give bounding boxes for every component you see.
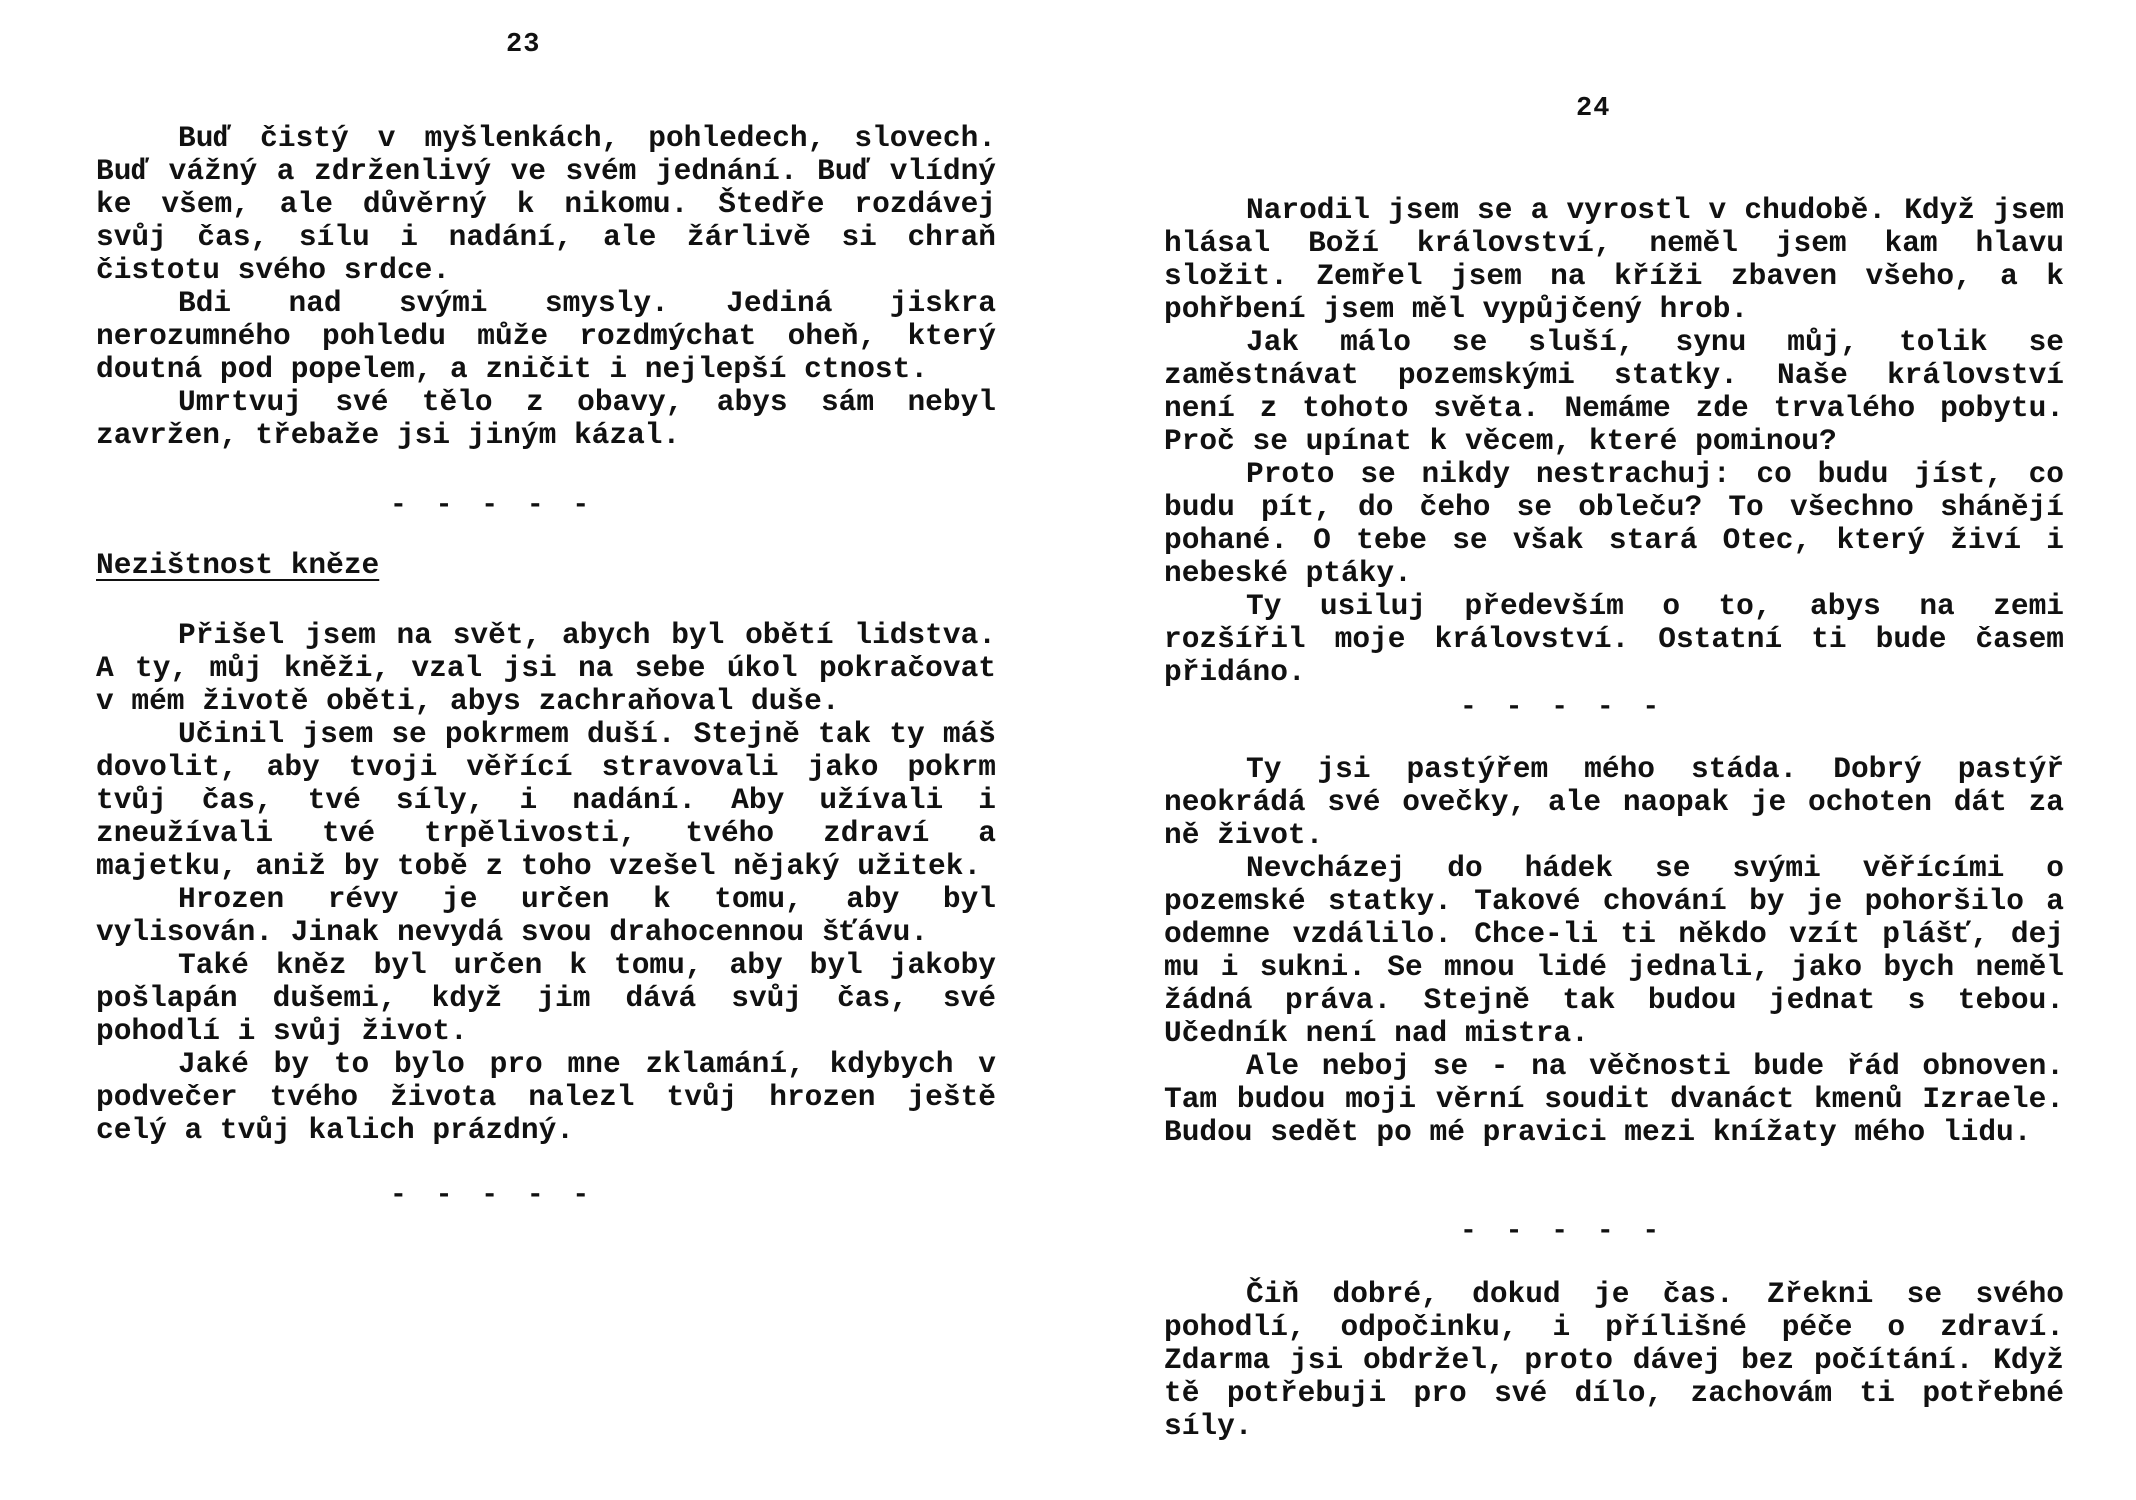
paragraph: Také kněz byl určen k tomu, aby byl jakoby pošlapán dušemi, když jim dává svůj čas, své pohodlí i svůj život. xyxy=(96,948,996,1048)
right-text-block-3 xyxy=(1164,1278,2064,1443)
paragraph: Bdi nad svými smysly. Jediná jiskra nerozumného pohledu může rozdmýchat oheň, který doutná pod popelem, a zničit i nejlepší ctnost. xyxy=(96,286,996,386)
section-separator: - - - - - xyxy=(390,490,596,521)
paragraph: Nevcházej do hádek se svými věřícími o pozemské statky. Takové chování by je pohoršilo a odemne vzdálilo. Chce-li ti někdo vzít plášť, dej mu i sukni. Se mnou lidé jednali, jako bych neměl žádná práva. Stejně tak budou jednat s tebou. Učedník není nad mistra. xyxy=(1164,851,2064,1050)
section-separator: - - - - - xyxy=(1460,692,1666,723)
paragraph: Narodil jsem se a vyrostl v chudobě. Když jsem hlásal Boží království, neměl jsem kam hlavu složit. Zemřel jsem na kříži zbaven všeho, a k pohřbení jsem měl vypůjčený hrob. xyxy=(1164,193,2064,326)
right-text-block-1 xyxy=(1164,194,2064,689)
paragraph: Ale neboj se - na věčnosti bude řád obnoven. Tam budou moji věrní soudit dvanáct kmenů Izraele. Budou sedět po mé pravici mezi knížaty mého lidu. xyxy=(1164,1049,2064,1149)
paragraph: Čiň dobré, dokud je čas. Zřekni se svého pohodlí, odpočinku, i přílišné péče o zdraví. Zdarma jsi obdržel, proto dávej bez počítání. Když tě potřebuji pro své dílo, zachovám ti potřebné síly. xyxy=(1164,1277,2064,1443)
paragraph: Jaké by to bylo pro mne zklamání, kdybych v podvečer tvého života nalezl tvůj hrozen ještě celý a tvůj kalich prázdný. xyxy=(96,1047,996,1147)
section-separator: - - - - - xyxy=(390,1180,596,1211)
paragraph: Ty usiluj především o to, abys na zemi rozšířil moje království. Ostatní ti bude časem přidáno. xyxy=(1164,589,2064,689)
paragraph: Hrozen révy je určen k tomu, aby byl vylisován. Jinak nevydá svou drahocennou šťávu. xyxy=(96,882,996,949)
left-text-block-1 xyxy=(96,122,996,452)
page-number-left: 23 xyxy=(506,30,541,60)
paragraph: Učinil jsem se pokrmem duší. Stejně tak ty máš dovolit, aby tvoji věřící stravovali jako pokrm tvůj čas, tvé síly, i nadání. Aby užívali i zneužívali tvé trpělivosti, tvého zdraví a majetku, aniž by tobě z toho vzešel nějaký užitek. xyxy=(96,717,996,883)
paragraph: Přišel jsem na svět, abych byl obětí lidstva. A ty, můj kněži, vzal jsi na sebe úkol pokračovat v mém životě oběti, abys zachraňoval duše. xyxy=(96,618,996,718)
paragraph: Jak málo se sluší, synu můj, tolik se zaměstnávat pozemskými statky. Naše království není z tohoto světa. Nemáme zde trvalého pobytu. Proč se upínat k věcem, které pominou? xyxy=(1164,325,2064,458)
page-number-right: 24 xyxy=(1576,94,1611,124)
paragraph: Umrtvuj své tělo z obavy, abys sám nebyl zavržen, třebaže jsi jiným kázal. xyxy=(96,385,996,452)
section-heading: Nezištnost kněze xyxy=(96,548,380,582)
right-text-block-2 xyxy=(1164,753,2064,1149)
paragraph: Buď čistý v myšlenkách, pohledech, slovech. Buď vážný a zdrženlivý ve svém jednání. Buď vlídný ke všem, ale důvěrný k nikomu. Štedře rozdávej svůj čas, sílu i nadání, ale žárlivě si chraň čistotu svého srdce. xyxy=(96,121,996,287)
left-text-block-2 xyxy=(96,619,996,1147)
section-separator: - - - - - xyxy=(1460,1216,1666,1247)
paragraph: Ty jsi pastýřem mého stáda. Dobrý pastýř neokrádá své ovečky, ale naopak je ochoten dát za ně život. xyxy=(1164,752,2064,852)
paragraph: Proto se nikdy nestrachuj: co budu jíst, co budu pít, do čeho se obleču? To všechno shánějí pohané. O tebe se však stará Otec, který živí i nebeské ptáky. xyxy=(1164,457,2064,590)
